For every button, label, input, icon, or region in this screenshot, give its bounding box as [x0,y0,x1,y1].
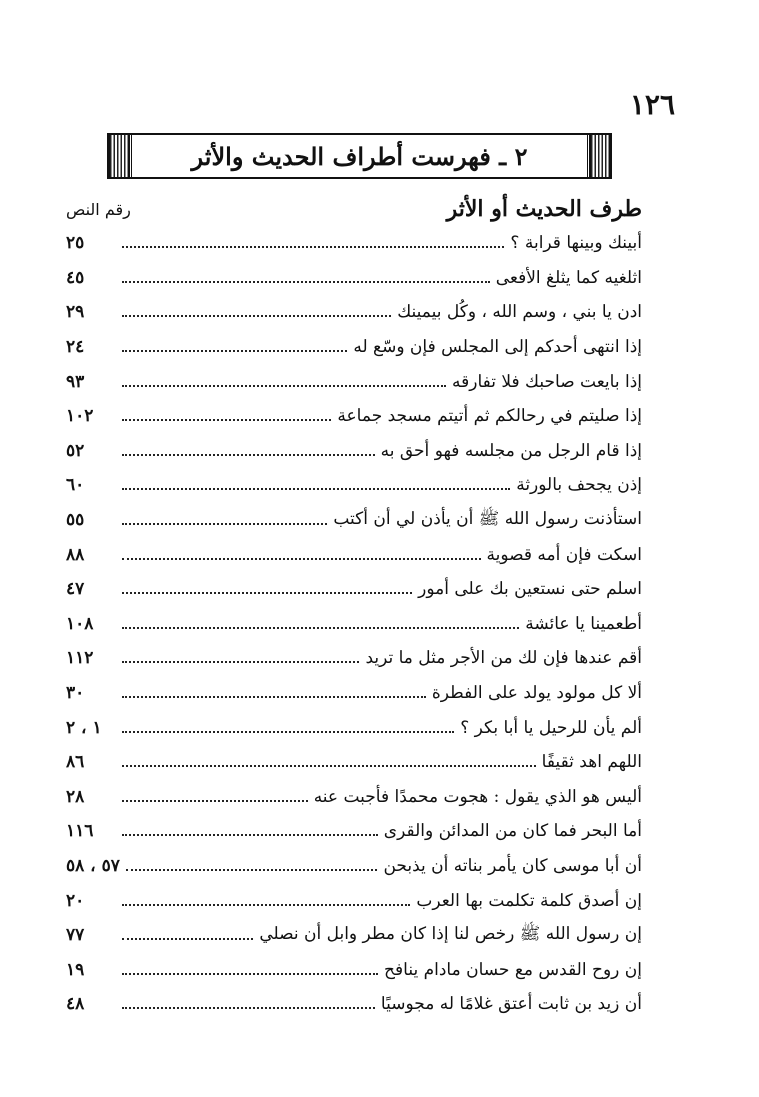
dot-leader [122,834,378,836]
entry-text: أما البحر فما كان من المدائن والقرى [383,821,642,842]
entry-text: اثلغيه كما يثلغ الأفعى [495,267,642,288]
entry-text: أبينك وبينها قرابة ؟ [510,233,642,254]
entry-text: إذن يجحف بالورثة [516,475,642,496]
index-row [66,780,642,815]
entry-text: أن أبا موسى كان يأمر بناته أن يذبحن [383,855,642,876]
entry-number: ٢٠ [66,890,85,911]
dot-leader [122,661,359,663]
entry-text: أليس هو الذي يقول : هجوت محمدًا فأجبت عنه [313,786,642,807]
entry-text: ألا كل مولود يولد على الفطرة [431,683,642,704]
index-row [66,918,642,953]
dot-leader [122,765,536,767]
dot-leader [122,488,510,490]
index-row [66,364,642,399]
entry-number: ٤٥ [66,267,85,288]
entry-number: ١٩ [66,959,85,980]
index-row [66,572,642,607]
dot-leader [122,419,331,421]
entry-number: ١ ، ٢ [66,717,102,738]
dot-leader [122,454,375,456]
entry-text: إذا بايعت صاحبك فلا تفارقه [452,371,642,392]
entry-number: ١٠٨ [66,613,94,634]
entry-text: اسكت فإن أمه قصوية [486,544,642,565]
index-row [66,503,642,538]
dot-leader [122,246,504,248]
entry-number: ٢٤ [66,337,85,358]
entry-text: أقم عندها فإن لك من الأجر مثل ما تريد [365,648,642,669]
entry-text: استأذنت رسول الله ﷺ أن يأذن لي أن أكتب [333,508,642,529]
entry-number: ٧٧ [66,925,85,946]
dot-leader [122,904,410,906]
entry-number: ٤٧ [66,579,85,600]
dot-leader [122,350,347,352]
frame-ornament-right [590,135,610,177]
entry-number: ٥٧ ، ٥٨ [66,855,120,876]
index-row [66,537,642,572]
index-row [66,607,642,642]
entry-text: إذا صليتم في رحالكم ثم أتيتم مسجد جماعة [337,406,642,427]
entry-number: ٢٥ [66,233,85,254]
dot-leader [122,731,454,733]
entry-text: اللهم اهد ثقيفًا [541,752,642,773]
index-row [66,987,642,1022]
dot-leader [122,315,391,317]
entry-number: ٨٨ [66,544,85,565]
index-row [66,468,642,503]
column-headers [66,194,642,224]
index-row [66,814,642,849]
page-number: ١٢٦ [629,88,675,121]
index-row [66,434,642,469]
entry-text: ادن يا بني ، وسم الله ، وكُل بيمينك [397,302,642,323]
dot-leader [122,938,253,940]
number-column-header: رقم النص [66,199,131,219]
entry-text: إذا انتهى أحدكم إلى المجلس فإن وسّع له [353,337,642,358]
entry-number: ٤٨ [66,994,85,1015]
index-row [66,849,642,884]
dot-leader [126,869,378,871]
entry-number: ٥٥ [66,510,85,531]
dot-leader [122,558,481,560]
entry-number: ٦٠ [66,475,85,496]
entry-number: ١١٢ [66,648,94,669]
entry-number: ٨٦ [66,752,85,773]
frame-ornament-left [109,135,129,177]
entry-text: اسلم حتى نستعين بك على أمور [418,579,642,600]
entry-text: إذا قام الرجل من مجلسه فهو أحق به [380,440,642,461]
dot-leader [122,281,490,283]
entry-number: ١١٦ [66,821,94,842]
index-row [66,399,642,434]
entry-text: أطعمينا يا عائشة [525,613,642,634]
dot-leader [122,696,426,698]
dot-leader [122,385,446,387]
index-row [66,641,642,676]
dot-leader [122,592,412,594]
entry-text: ألم يأن للرحيل يا أبا بكر ؟ [460,717,642,738]
index-row [66,676,642,711]
index-row [66,261,642,296]
dot-leader [122,627,519,629]
entry-text: إن رسول الله ﷺ رخص لنا إذا كان مطر وابل أن نصلي [259,923,642,944]
title-frame [107,133,612,179]
entry-text: أن زيد بن ثابت أعتق غلامًا له مجوسيًا [380,994,642,1015]
entry-text: إن روح القدس مع حسان مادام ينافح [384,959,642,980]
index-row [66,330,642,365]
index-row [66,952,642,987]
entry-number: ٣٠ [66,683,85,704]
dot-leader [122,523,327,525]
entry-number: ٥٢ [66,440,85,461]
index-row [66,883,642,918]
dot-leader [122,800,308,802]
index-row [66,710,642,745]
index-list [66,226,642,1022]
entry-number: ١٠٢ [66,406,94,427]
index-row [66,745,642,780]
index-row [66,295,642,330]
dot-leader [122,1007,375,1009]
dot-leader [122,973,378,975]
index-row [66,226,642,261]
entry-number: ٢٩ [66,302,85,323]
entry-number: ٢٨ [66,786,85,807]
entry-number: ٩٣ [66,371,85,392]
entry-text: إن أصدق كلمة تكلمت بها العرب [416,890,642,911]
page-title: ٢ ـ فهرست أطراف الحديث والأثر [129,135,590,177]
hadith-column-header: طرف الحديث أو الأثر [446,196,642,222]
